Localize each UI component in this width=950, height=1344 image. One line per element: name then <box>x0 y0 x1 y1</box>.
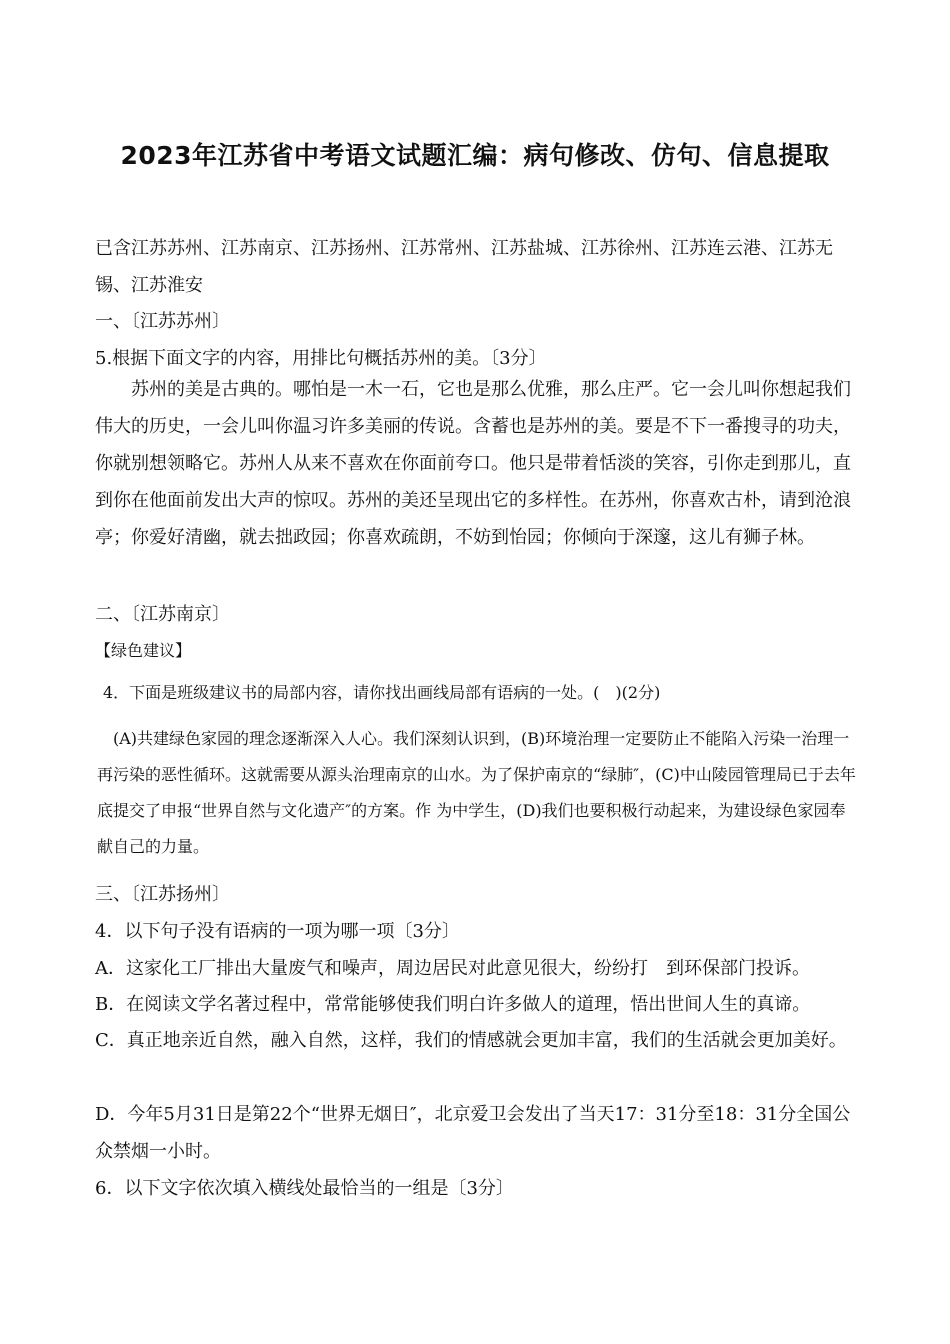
intro-paragraph: 已含江苏苏州、江苏南京、江苏扬州、江苏常州、江苏盐城、江苏徐州、江苏连云港、江苏无锡、江苏淮安 <box>95 238 833 296</box>
option-c: C．真正地亲近自然，融入自然，这样，我们的情感就会更加丰富，我们的生活就会更加美好。 <box>95 1030 847 1051</box>
option-d: D．今年5月31日是第22个“世界无烟日″，北京爱卫会发出了当天17：31分至18：31分全国公众禁烟一小时。 <box>95 1104 851 1162</box>
option-b: B．在阅读文学名著过程中，常常能够使我们明白许多做人的道理，悟出世间人生的真谛。 <box>95 994 811 1015</box>
question-text: 5.根据下面文字的内容，用排比句概括苏州的美。〔3分〕 <box>95 348 547 369</box>
passage-paragraph: 苏州的美是古典的。哪怕是一木一石，它也是那么优雅，那么庄严。它一会儿叫你想起我们伟大的历史，一会儿叫你温习许多美丽的传说。含蓄也是苏州的美。要是不下一番搜寻的功夫，你就别想领略它。苏州人从来不喜欢在你面前夸口。他只是带着恬淡的笑容，引你走到那儿，直到你在他面前发出大声的惊叹。苏州的美还呈现出它的多样性。在苏州，你喜欢古朴，请到沧浪亭；你爱好清幽，就去拙政园；你喜欢疏朗，不妨到怡园；你倾向于深邃，这儿有狮子林。 <box>95 379 851 548</box>
question-text: 4．以下句子没有语病的一项为哪一项〔3分〕 <box>95 921 460 942</box>
question-text: 6．以下文字依次填入横线处最恰当的一组是〔3分〕 <box>95 1178 514 1199</box>
option-a: A．这家化工厂排出大量废气和噪声，周边居民对此意见很大，纷纷打 到环保部门投诉。 <box>95 958 810 979</box>
subsection-heading: 【绿色建议】 <box>95 641 192 660</box>
passage-paragraph: (A)共建绿色家园的理念逐渐深入人心。我们深刻认识到，(B)环境治理一定要防止不能陷入污染一治理一再污染的恶性循环。这就需要从源头治理南京的山水。为了保护南京的“绿肺″，(C)中山陵园管理局已于去年底提交了申报“世界自然与文化遗产″的方案。作 为中学生，(D)我们也要积极行动起来，为建设绿色家园奉献自己的力量。 <box>97 729 856 856</box>
section-heading: 二、〔江苏南京〕 <box>95 604 230 625</box>
document-title: 2023年江苏省中考语文试题汇编：病句修改、仿句、信息提取 <box>120 141 830 170</box>
section-heading: 一、〔江苏苏州〕 <box>95 311 230 332</box>
section-heading: 三、〔江苏扬州〕 <box>95 884 230 905</box>
question-text: 4．下面是班级建议书的局部内容，请你找出画线局部有语病的一处。( )(2分) <box>103 683 661 702</box>
